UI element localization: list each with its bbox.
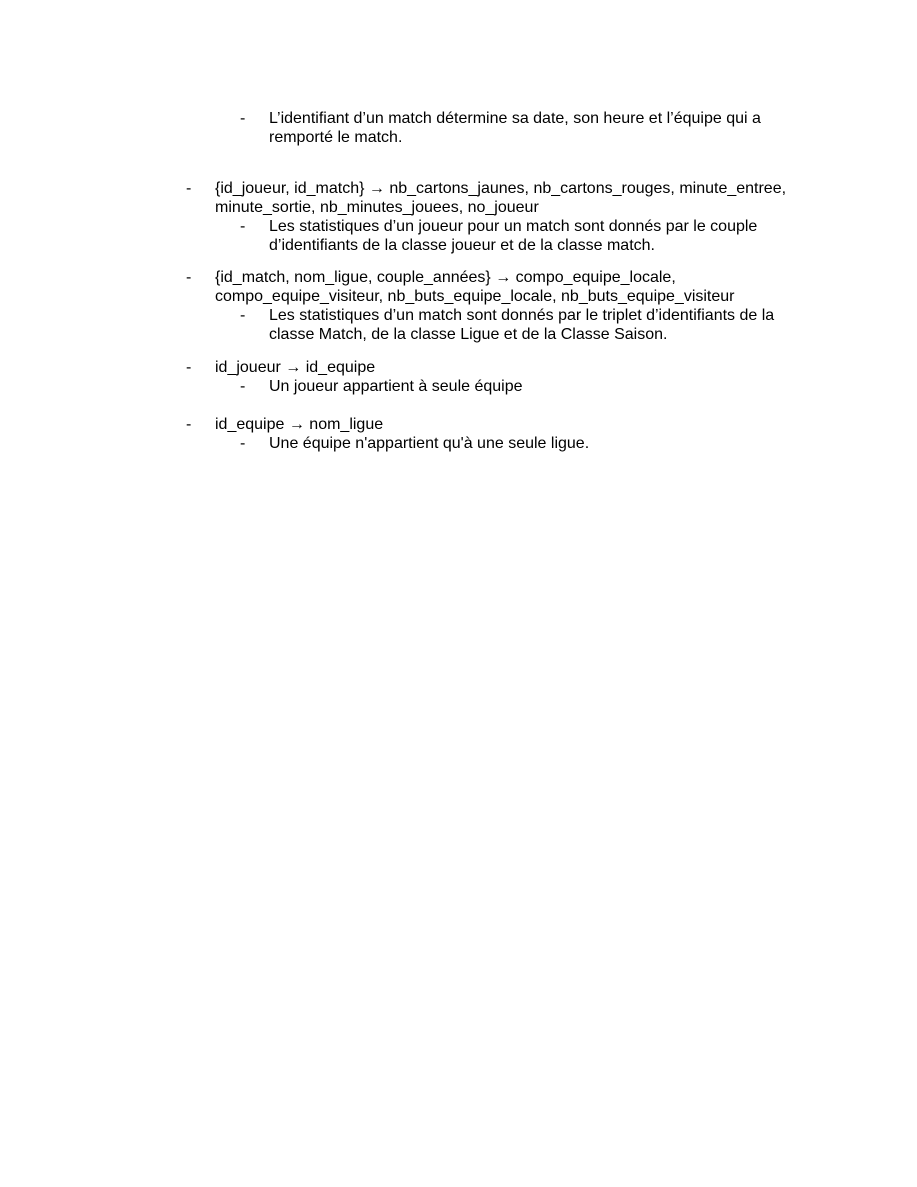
bullet-dash: - bbox=[186, 416, 192, 433]
bullet-dash: - bbox=[240, 307, 246, 324]
list-item-text: id_equipe → nom_ligue bbox=[215, 416, 384, 433]
list-item-text: Les statistiques d’un match sont donnés par le triplet d’identifiants de la classe Match, de la classe Ligue et de la Classe Saison. bbox=[269, 307, 775, 343]
list-item-text: L’identifiant d’un match détermine sa date, son heure et l’équipe qui a remporté le match. bbox=[269, 110, 761, 146]
bullet-dash: - bbox=[240, 218, 246, 235]
list-item-text: Les statistiques d’un joueur pour un match sont donnés par le couple d’identifiants de la classe joueur et de la classe match. bbox=[269, 218, 758, 254]
bullet-dash: - bbox=[186, 269, 192, 286]
bullet-dash: - bbox=[240, 378, 246, 395]
bullet-dash: - bbox=[186, 359, 192, 376]
bullet-dash: - bbox=[186, 180, 192, 197]
bullet-dash: - bbox=[240, 110, 246, 127]
list-item-text: Une équipe n'appartient qu'à une seule ligue. bbox=[269, 435, 590, 452]
list-item-text: id_joueur → id_equipe bbox=[215, 359, 376, 376]
list-item-text: {id_match, nom_ligue, couple_années} → compo_equipe_locale, compo_equipe_visiteur, nb_buts_equipe_locale, nb_buts_equipe_visiteur bbox=[215, 269, 735, 305]
list-item-text: Un joueur appartient à seule équipe bbox=[269, 378, 523, 395]
list-item-text: {id_joueur, id_match} → nb_cartons_jaunes, nb_cartons_rouges, minute_entree, minute_sortie, nb_minutes_jouees, no_joueur bbox=[215, 180, 787, 216]
bullet-dash: - bbox=[240, 435, 246, 452]
